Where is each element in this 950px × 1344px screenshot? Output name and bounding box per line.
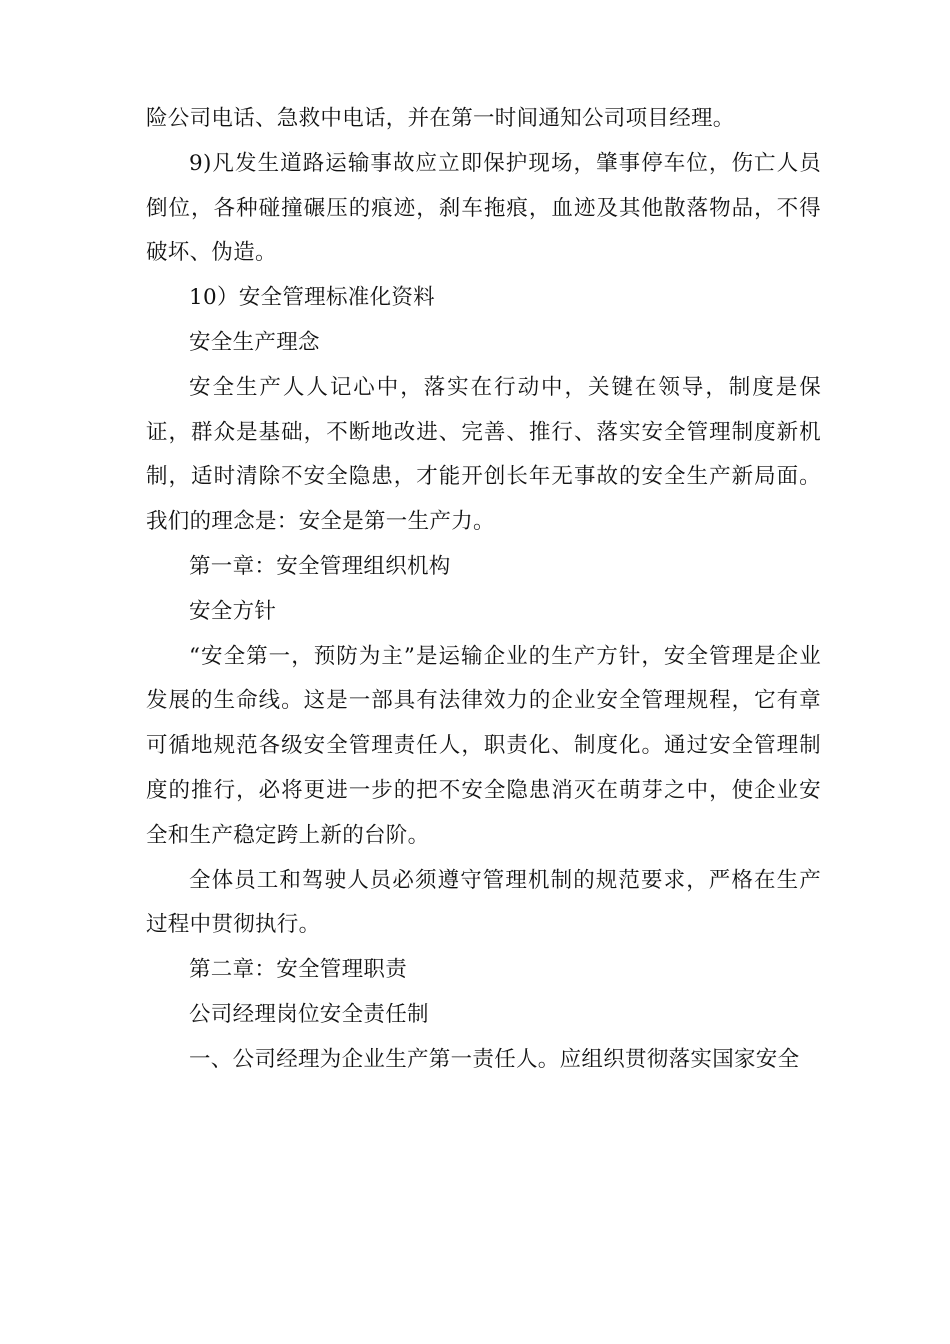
paragraph-compliance: 全体员工和驾驶人员必须遵守管理机制的规范要求，严格在生产过程中贯彻执行。 <box>146 867 821 938</box>
document-body <box>146 97 821 1083</box>
section-heading-policy: 安全方针 <box>189 598 277 624</box>
paragraph-1: 险公司电话、急救中电话，并在第一时间通知公司项目经理。 <box>146 106 735 131</box>
paragraph-2: 9)凡发生道路运输事故应立即保护现场，肇事停车位，伤亡人员倒位，各种碰撞碾压的痕迹，刹车拖痕，血迹及其他散落物品，不得破坏、伪造。 <box>146 150 821 266</box>
chapter-heading-2: 第二章：安全管理职责 <box>189 957 408 983</box>
section-heading-manager-duty: 公司经理岗位安全责任制 <box>189 1001 429 1027</box>
paragraph-manager-duty: 一、公司经理为企业生产第一责任人。应组织贯彻落实国家安全 <box>189 1046 800 1072</box>
section-heading-standardization: 10）安全管理标准化资料 <box>189 285 435 311</box>
paragraph-philosophy: 安全生产人人记心中，落实在行动中，关键在领导，制度是保证，群众是基础，不断地改进、完善、推行、落实安全管理制度新机制，适时清除不安全隐患，才能开创长年无事故的安全生产新局面。我们的理念是：安全是第一生产力。 <box>146 374 821 535</box>
paragraph-policy: “安全第一，预防为主”是运输企业的生产方针，安全管理是企业发展的生命线。这是一部具有法律效力的企业安全管理规程，它有章可循地规范各级安全管理责任人，职责化、制度化。通过安全管理制度的推行，必将更进一步的把不安全隐患消灭在萌芽之中，使企业安全和生产稳定跨上新的台阶。 <box>146 643 821 848</box>
chapter-heading-1: 第一章：安全管理组织机构 <box>189 553 451 579</box>
section-heading-philosophy: 安全生产理念 <box>189 329 320 355</box>
